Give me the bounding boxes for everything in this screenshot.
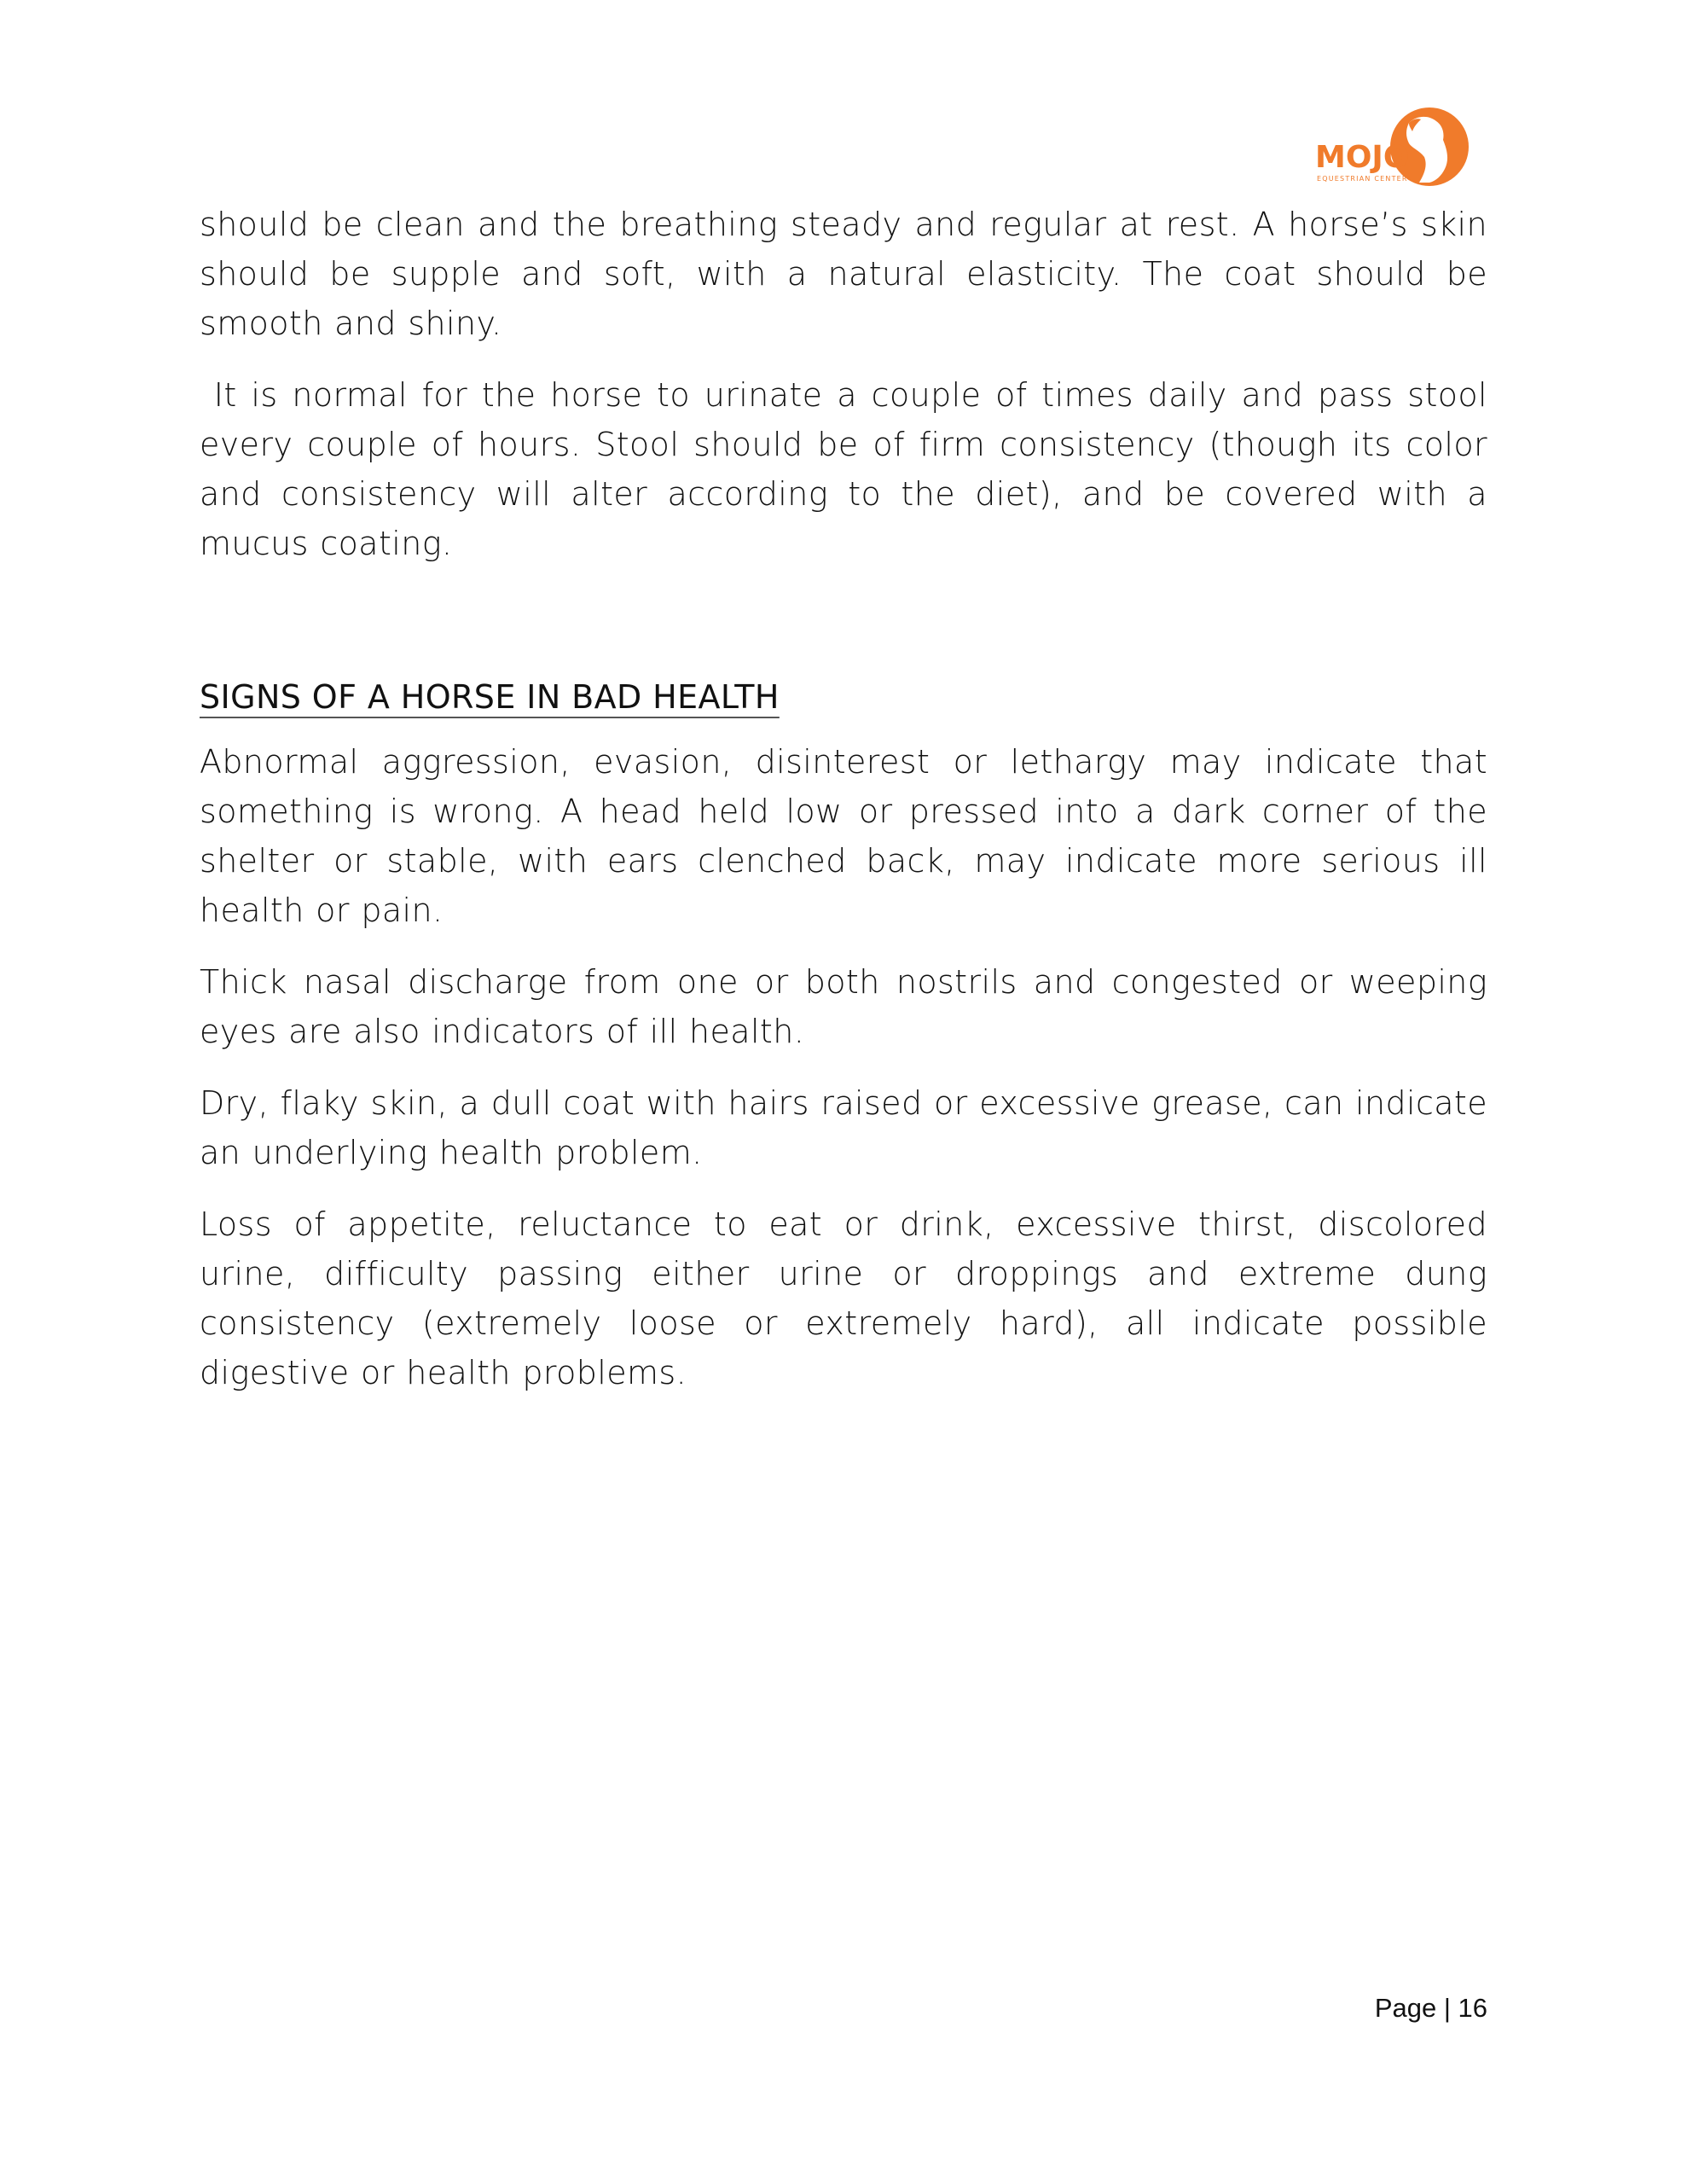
paragraph-nasal-eyes: Thick nasal discharge from one or both nostrils and congested or weeping eyes are also indicators of ill health. xyxy=(200,963,1487,1050)
logo-brand: MOJO xyxy=(1315,140,1410,175)
section-heading: SIGNS OF A HORSE IN BAD HEALTH xyxy=(200,678,780,716)
mojo-logo xyxy=(1308,106,1479,191)
paragraph-skin-coat: Dry, flaky skin, a dull coat with hairs raised or excessive grease, can indicate an underlying health problem. xyxy=(200,1084,1487,1171)
page-body xyxy=(200,200,1487,1420)
paragraph-behavior: Abnormal aggression, evasion, disinterest or lethargy may indicate that something is wrong. A head held low or pressed into a dark corner of the shelter or stable, with ears clenched back, may indicate more serious ill health or pain. xyxy=(200,743,1487,929)
paragraph-health-signs-good: should be clean and the breathing steady and regular at rest. A horse’s skin should be supple and soft, with a natural elasticity. The coat should be smooth and shiny. xyxy=(200,206,1487,342)
paragraph-appetite-digestion: Loss of appetite, reluctance to eat or drink, excessive thirst, discolored urine, difficulty passing either urine or droppings and extreme dung consistency (extremely loose or extremely hard), all indicate possible digestive or health problems. xyxy=(200,1205,1487,1391)
page-number: Page | 16 xyxy=(1374,1993,1487,2023)
horse-head-icon xyxy=(1308,106,1479,191)
paragraph-urination-stool: It is normal for the horse to urinate a couple of times daily and pass stool every couple of hours. Stool should be of firm consistency (though its color and consistency will alter according to the diet), and be covered with a mucus coating. xyxy=(200,376,1488,562)
logo-tagline: EQUESTRIAN CENTER xyxy=(1317,175,1408,183)
